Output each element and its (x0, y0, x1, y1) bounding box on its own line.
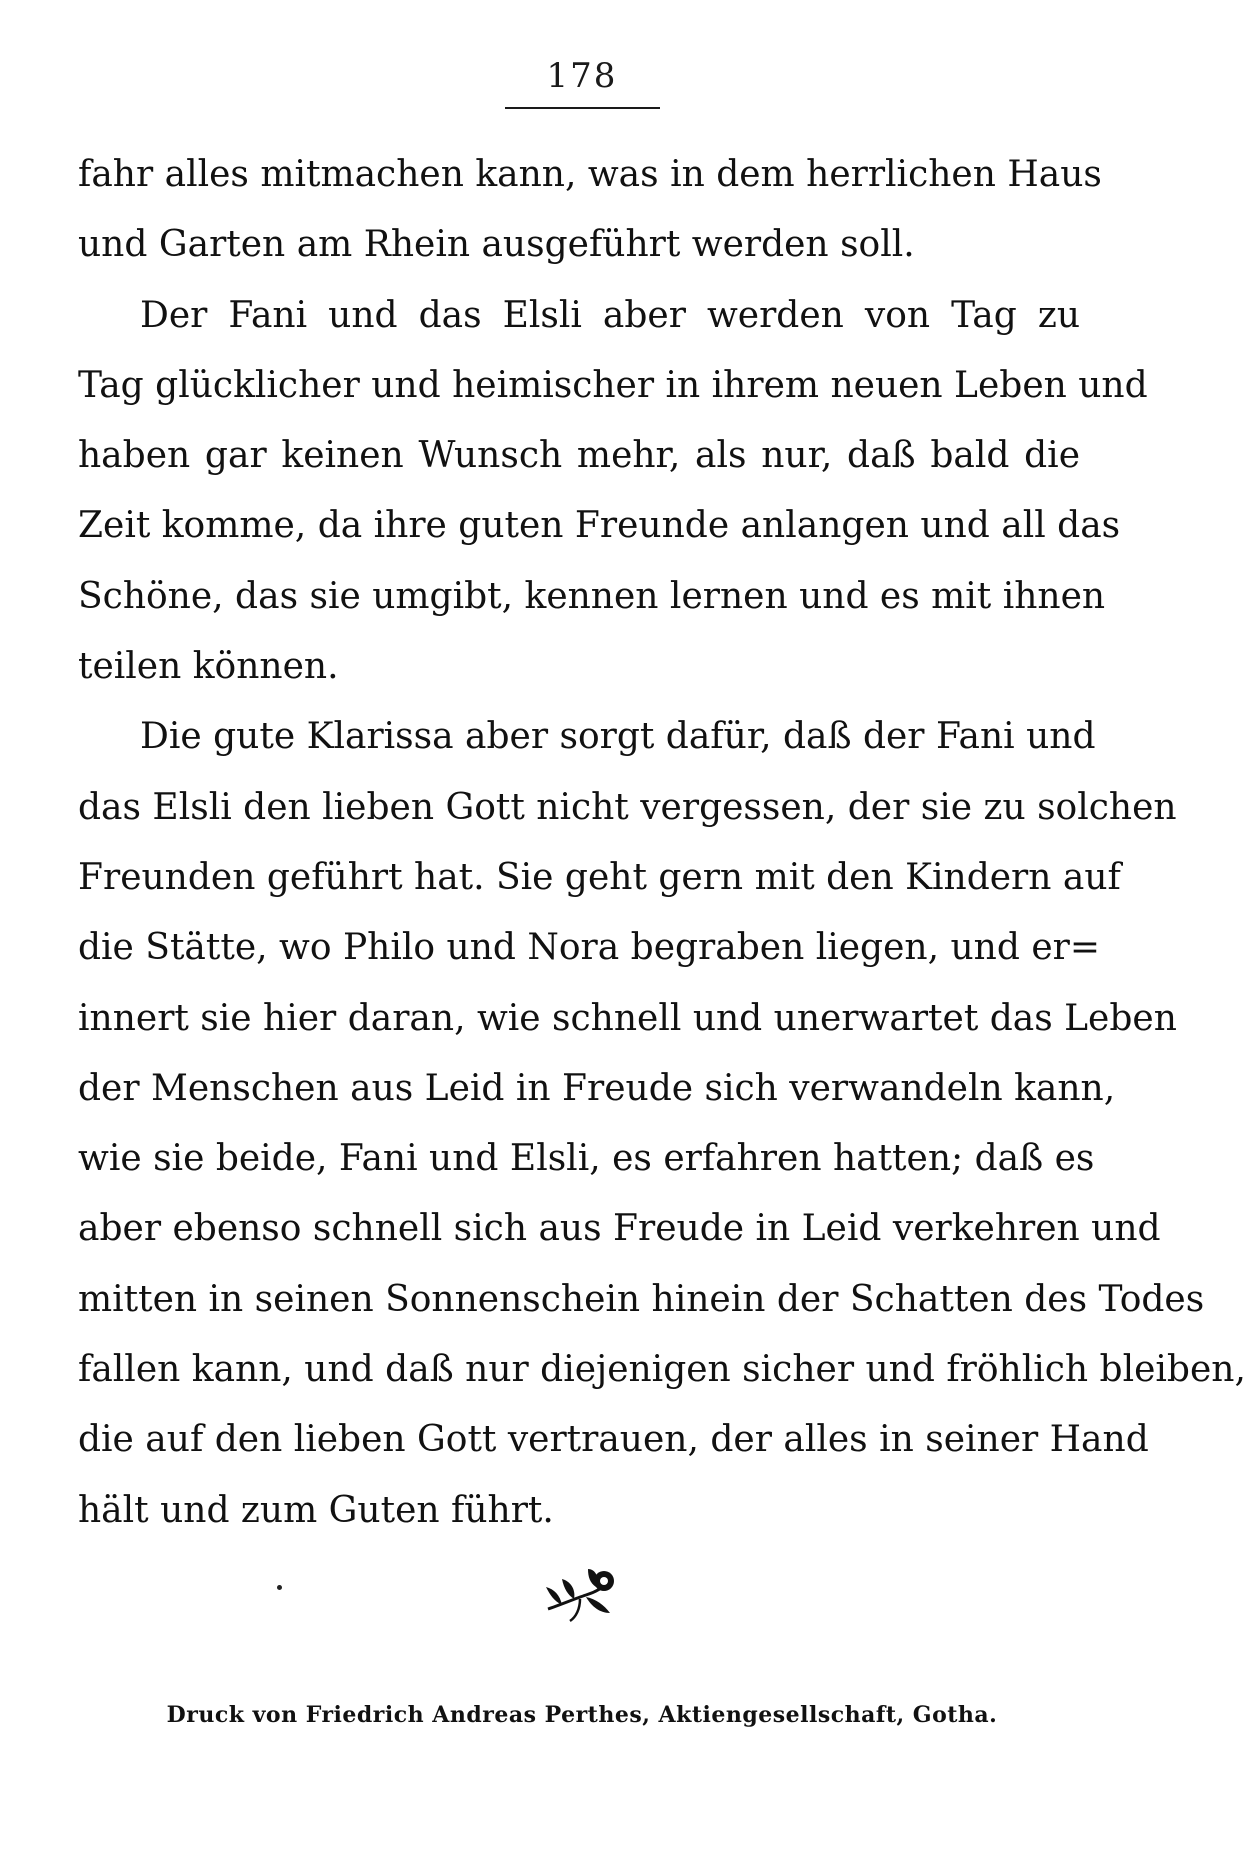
text-line: der Menschen aus Leid in Freude sich verwandeln kann, (78, 1067, 1116, 1109)
text-line: das Elsli den lieben Gott nicht vergessen, der sie zu solchen (78, 786, 1177, 828)
stray-dot (277, 1585, 282, 1590)
text-line: fallen kann, und daß nur diejenigen sicher und fröhlich bleiben, (78, 1349, 1246, 1391)
text-line: Tag glücklicher und heimischer in ihrem neuen Leben und (78, 364, 1148, 406)
text-line: die Stätte, wo Philo und Nora begraben liegen, und er= (78, 927, 1100, 969)
text-line: haben gar keinen Wunsch mehr, als nur, daß bald die (78, 435, 1080, 477)
text-line: innert sie hier daran, wie schnell und unerwartet das Leben (78, 997, 1177, 1039)
paragraph-2 (78, 281, 1148, 703)
text-line: wie sie beide, Fani und Elsli, es erfahren hatten; daß es (78, 1138, 1095, 1180)
page-number-rule (505, 107, 660, 109)
text-line: hält und zum Guten führt. (78, 1489, 554, 1531)
text-line: aber ebenso schnell sich aus Freude in Leid verkehren und (78, 1208, 1161, 1250)
paragraph-1 (78, 140, 1102, 281)
text-line: die auf den lieben Gott vertrauen, der alles in seiner Hand (78, 1419, 1149, 1461)
text-line: Zeit komme, da ihre guten Freunde anlangen und all das (78, 505, 1121, 547)
paragraph-3 (78, 702, 1246, 1546)
text-line: Schöne, das sie umgibt, kennen lernen und es mit ihnen (78, 575, 1106, 617)
text-line: Der Fani und das Elsli aber werden von Tag zu (140, 294, 1080, 336)
text-line: Die gute Klarissa aber sorgt dafür, daß der Fani und (140, 716, 1096, 758)
text-line: fahr alles mitmachen kann, was in dem herrlichen Haus (78, 154, 1102, 195)
text-line: und Garten am Rhein ausgeführt werden soll. (78, 224, 915, 266)
floral-vignette-icon (540, 1565, 620, 1625)
text-line: Freunden geführt hat. Sie geht gern mit den Kindern auf (78, 856, 1121, 898)
text-line: teilen können. (78, 646, 339, 688)
printer-imprint: Druck von Friedrich Andreas Perthes, Aktiengesellschaft, Gotha. (166, 1702, 998, 1728)
text-line: mitten in seinen Sonnenschein hinein der Schatten des Todes (78, 1278, 1205, 1320)
text-block (78, 140, 1246, 1546)
page-number: 178 (546, 56, 618, 96)
